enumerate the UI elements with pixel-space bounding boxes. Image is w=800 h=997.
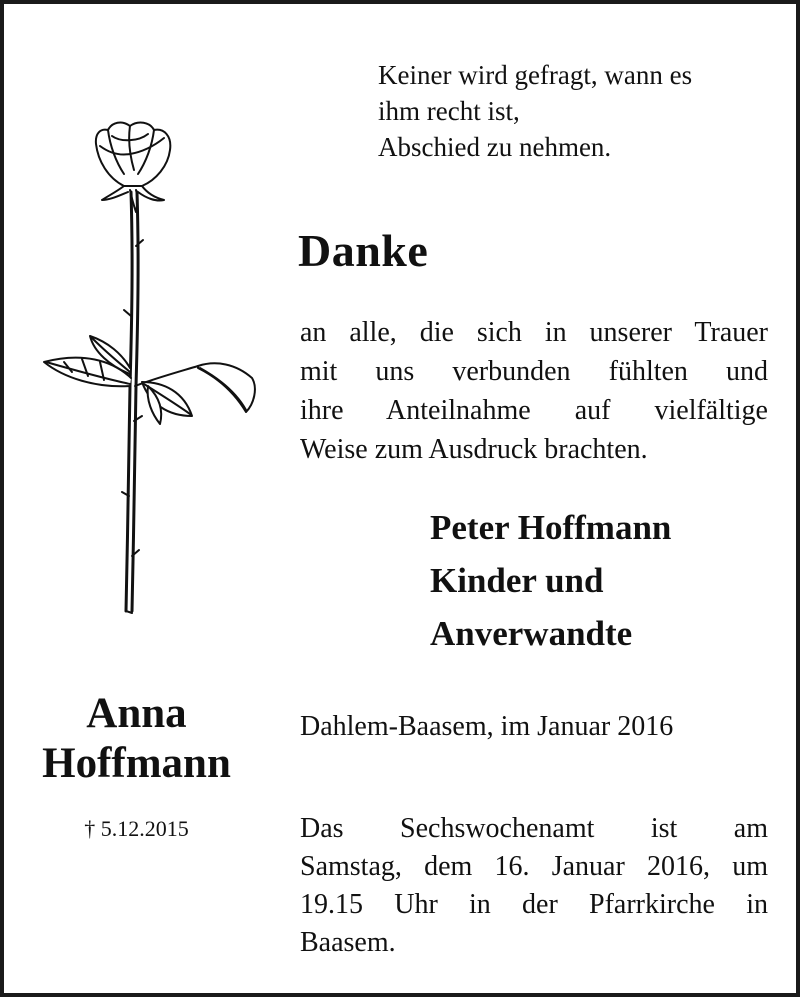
signer-line: Kinder und (430, 561, 604, 600)
thanks-line: an alle, die sich in unserer Trauer (300, 317, 768, 348)
service-line: Baasem. (300, 927, 396, 958)
motto-line: ihm recht ist, (378, 96, 520, 126)
service-paragraph (300, 815, 768, 967)
deceased-name (14, 692, 259, 792)
heading-danke: Danke (298, 225, 429, 276)
rose-icon (38, 116, 263, 621)
thanks-paragraph (300, 319, 768, 475)
signer-line: Anverwandte (430, 614, 633, 653)
motto-line: Keiner wird gefragt, wann es (378, 60, 693, 90)
service-line: 19.15 Uhr in der Pfarrkirche in (300, 889, 768, 920)
thanks-line: Weise zum Ausdruck brachten. (300, 434, 648, 465)
deceased-first-name: Anna (86, 690, 187, 737)
service-line: Samstag, dem 16. Januar 2016, um (300, 851, 768, 882)
motto-quote (378, 62, 778, 170)
place-date: Dahlem-Baasem, im Januar 2016 (300, 711, 674, 742)
signers-block (430, 510, 671, 669)
signer-line: Peter Hoffmann (430, 508, 672, 547)
death-date: † 5.12.2015 (84, 816, 189, 841)
thanks-line: ihre Anteilnahme auf vielfältige (300, 395, 768, 426)
thanks-line: mit uns verbunden fühlten und (300, 356, 768, 387)
motto-line: Abschied zu nehmen. (378, 132, 612, 162)
service-line: Das Sechswochenamt ist am (300, 813, 768, 844)
deceased-last-name: Hoffmann (42, 740, 231, 787)
